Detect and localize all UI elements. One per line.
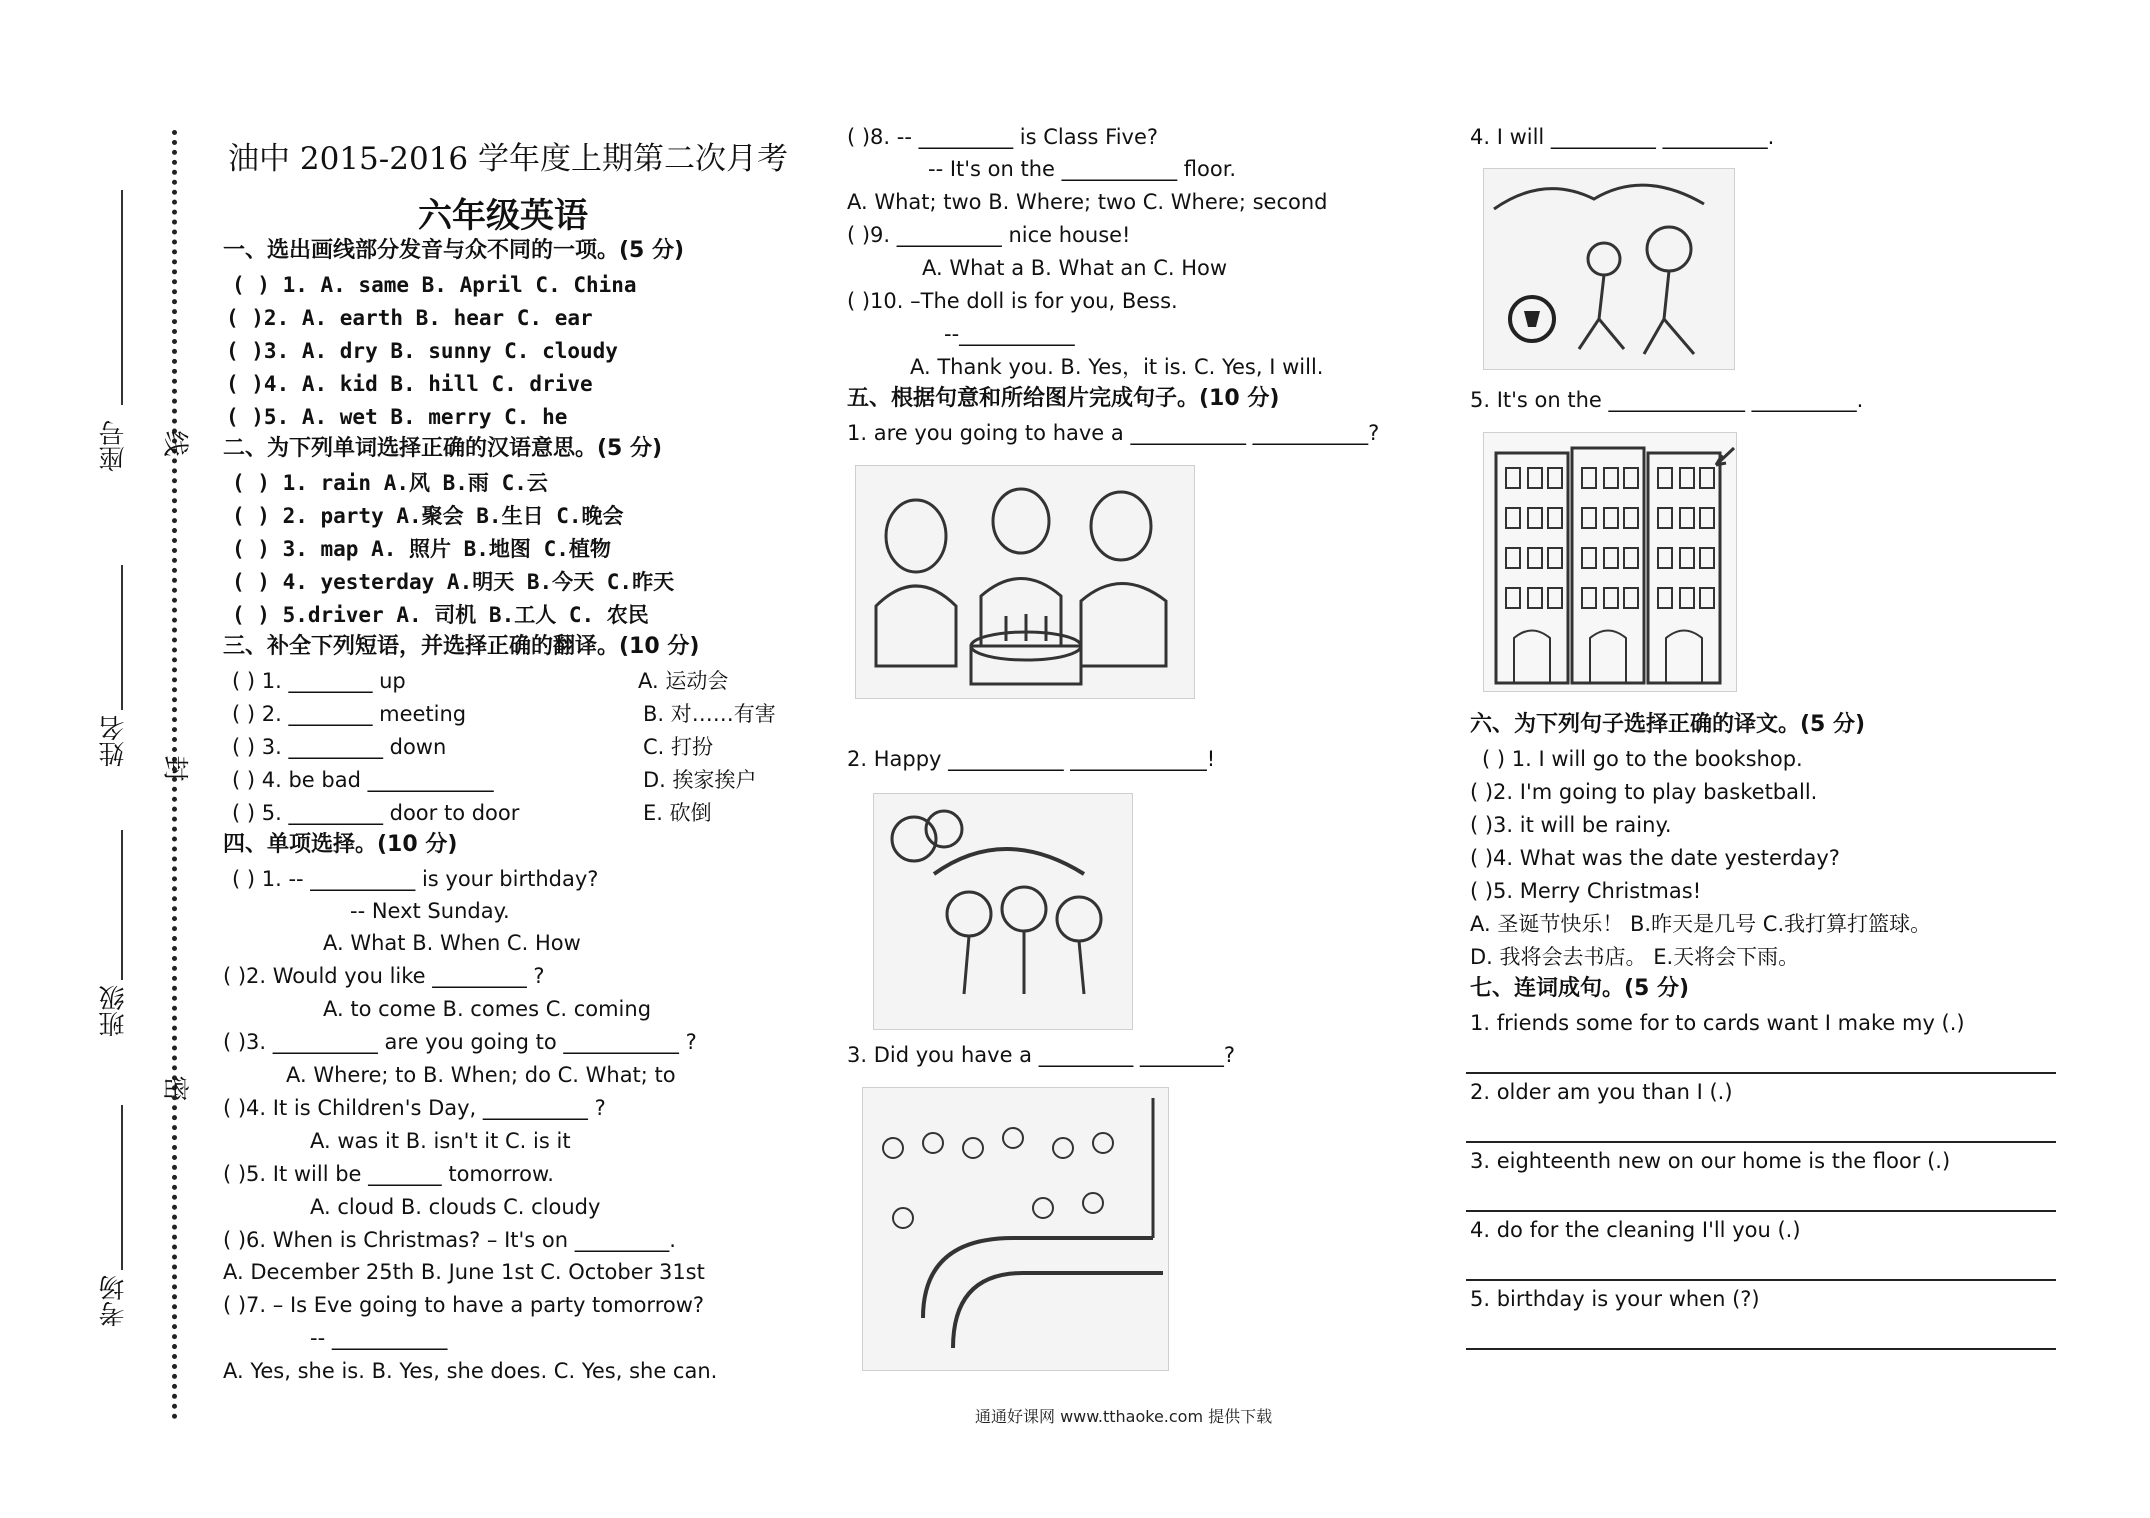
answer-line — [1466, 1072, 2056, 1074]
q4: ( )4. It is Children's Day, __________ ? — [223, 1096, 606, 1120]
q8-reply: -- It's on the ___________ floor. — [928, 157, 1237, 181]
s7-item: 4. do for the cleaning I'll you (.) — [1470, 1218, 1801, 1242]
q1-reply: -- Next Sunday. — [350, 899, 510, 923]
q5-options: A. cloud B. clouds C. cloudy — [310, 1195, 601, 1219]
s3-translation: A. 运动会 — [638, 669, 729, 693]
q1-options: A. What B. When C. How — [323, 931, 581, 955]
sports-meeting-drawing — [863, 1088, 1168, 1370]
s2-item: ( ) 5.driver A. 司机 B.工人 C. 农民 — [232, 603, 649, 627]
seal-mi-char: 密 — [159, 1075, 190, 1102]
building-drawing — [1484, 433, 1736, 691]
picture-question-5: 5. It's on the _____________ __________. — [1470, 388, 1864, 412]
s6-options-a: A. 圣诞节快乐！ B.昨天是几号 C.我打算打篮球。 — [1470, 912, 1932, 936]
name-blank — [121, 565, 123, 710]
seal-line-char: 线 — [159, 430, 190, 457]
childrens-day-picture — [873, 793, 1133, 1030]
birthday-party-picture — [855, 465, 1195, 699]
section-3-heading: 三、补全下列短语，并选择正确的翻译。(10 分) — [223, 634, 700, 659]
s3-item: ( ) 5. _________ door to door — [232, 801, 520, 825]
class-blank — [121, 830, 123, 980]
q6-options: A. December 25th B. June 1st C. October 31st — [223, 1260, 705, 1284]
s6-item: ( )3. it will be rainy. — [1470, 813, 1672, 837]
name-label: 姓名 — [99, 715, 129, 767]
s6-options-d: D. 我将会去书店。 E.天将会下雨。 — [1470, 945, 1800, 969]
s3-translation: D. 挨家挨户 — [643, 768, 757, 792]
q9-options: A. What a B. What an C. How — [922, 256, 1228, 280]
q10-reply: --___________ — [944, 322, 1075, 346]
q8-options: A. What; two B. Where; two C. Where; second — [847, 190, 1328, 214]
s2-item: ( ) 1. rain A.风 B.雨 C.云 — [232, 471, 548, 495]
picture-question-2: 2. Happy ___________ _____________! — [847, 747, 1216, 771]
picture-question-4: 4. I will __________ __________. — [1470, 125, 1775, 149]
football-picture — [1483, 168, 1735, 370]
room-label: 考场 — [99, 1275, 129, 1327]
sports-meeting-picture — [862, 1087, 1169, 1371]
answer-line — [1466, 1210, 2056, 1212]
q1: ( ) 1. -- __________ is your birthday? — [232, 867, 599, 891]
s6-item: ( ) 1. I will go to the bookshop. — [1482, 747, 1803, 771]
picture-question-3: 3. Did you have a _________ ________? — [847, 1043, 1236, 1067]
seat-blank — [121, 190, 123, 405]
s6-item: ( )2. I'm going to play basketball. — [1470, 780, 1818, 804]
s3-item: ( ) 1. ________ up — [232, 669, 406, 693]
exam-title: 油中 2015-2016 学年度上期第二次月考 — [228, 141, 788, 177]
birthday-party-drawing — [856, 466, 1194, 698]
s1-item: ( ) 1. A. same B. April C. China — [232, 273, 637, 297]
s6-item: ( )5. Merry Christmas! — [1470, 879, 1702, 903]
s2-item: ( ) 3. map A. 照片 B.地图 C.植物 — [232, 537, 611, 561]
answer-line — [1466, 1348, 2056, 1350]
seat-label: 座号 — [99, 420, 129, 472]
q3: ( )3. __________ are you going to ___________ ? — [223, 1030, 697, 1054]
answer-line — [1466, 1279, 2056, 1281]
s7-item: 2. older am you than I (.) — [1470, 1080, 1733, 1104]
section-5-heading: 五、根据句意和所给图片完成句子。(10 分) — [847, 386, 1280, 411]
q6: ( )6. When is Christmas? – It's on _________. — [223, 1228, 676, 1252]
answer-line — [1466, 1141, 2056, 1143]
section-7-heading: 七、连词成句。(5 分) — [1470, 976, 1690, 1001]
q10: ( )10. –The doll is for you, Bess. — [847, 289, 1178, 313]
exam-subtitle: 六年级英语 — [418, 196, 588, 236]
section-6-heading: 六、为下列句子选择正确的译文。(5 分) — [1470, 712, 1866, 737]
q8: ( )8. -- _________ is Class Five? — [847, 125, 1159, 149]
s6-item: ( )4. What was the date yesterday? — [1470, 846, 1840, 870]
footer-source: 通通好课网 www.tthaoke.com 提供下载 — [975, 1407, 1273, 1426]
s2-item: ( ) 2. party A.聚会 B.生日 C.晚会 — [232, 504, 624, 528]
s3-item: ( ) 3. _________ down — [232, 735, 447, 759]
s1-item: ( )2. A. earth B. hear C. ear — [226, 306, 593, 330]
q10-options: A. Thank you. B. Yes，it is. C. Yes, I will. — [910, 355, 1324, 379]
s3-translation: E. 砍倒 — [643, 801, 712, 825]
picture-question-1: 1. are you going to have a ___________ ___________? — [847, 421, 1380, 445]
s3-translation: B. 对……有害 — [643, 702, 776, 726]
s2-item: ( ) 4. yesterday A.明天 B.今天 C.昨天 — [232, 570, 675, 594]
q4-options: A. was it B. isn't it C. is it — [310, 1129, 571, 1153]
s1-item: ( )4. A. kid B. hill C. drive — [226, 372, 593, 396]
s3-translation: C. 打扮 — [643, 735, 714, 759]
section-1-heading: 一、选出画线部分发音与众不同的一项。(5 分) — [223, 238, 685, 263]
s3-item: ( ) 4. be bad ____________ — [232, 768, 494, 792]
childrens-day-drawing — [874, 794, 1132, 1029]
q7-reply: -- ___________ — [310, 1326, 448, 1350]
s7-item: 3. eighteenth new on our home is the floor (.) — [1470, 1149, 1951, 1173]
building-picture — [1483, 432, 1737, 692]
q7: ( )7. – Is Eve going to have a party tomorrow? — [223, 1293, 705, 1317]
class-label: 班级 — [99, 985, 129, 1037]
section-2-heading: 二、为下列单词选择正确的汉语意思。(5 分) — [223, 436, 663, 461]
q9: ( )9. __________ nice house! — [847, 223, 1131, 247]
q7-options: A. Yes, she is. B. Yes, she does. C. Yes, she can. — [223, 1359, 718, 1383]
q2: ( )2. Would you like _________ ? — [223, 964, 545, 988]
football-drawing — [1484, 169, 1734, 369]
q5: ( )5. It will be _______ tomorrow. — [223, 1162, 554, 1186]
s1-item: ( )3. A. dry B. sunny C. cloudy — [226, 339, 618, 363]
s7-item: 1. friends some for to cards want I make my (.) — [1470, 1011, 1965, 1035]
s1-item: ( )5. A. wet B. merry C. he — [226, 405, 568, 429]
room-blank — [121, 1105, 123, 1270]
q3-options: A. Where; to B. When; do C. What; to — [286, 1063, 676, 1087]
section-4-heading: 四、单项选择。(10 分) — [223, 832, 458, 857]
s3-item: ( ) 2. ________ meeting — [232, 702, 467, 726]
q2-options: A. to come B. comes C. coming — [323, 997, 652, 1021]
seal-feng-char: 封 — [159, 755, 190, 782]
s7-item: 5. birthday is your when (?) — [1470, 1287, 1760, 1311]
